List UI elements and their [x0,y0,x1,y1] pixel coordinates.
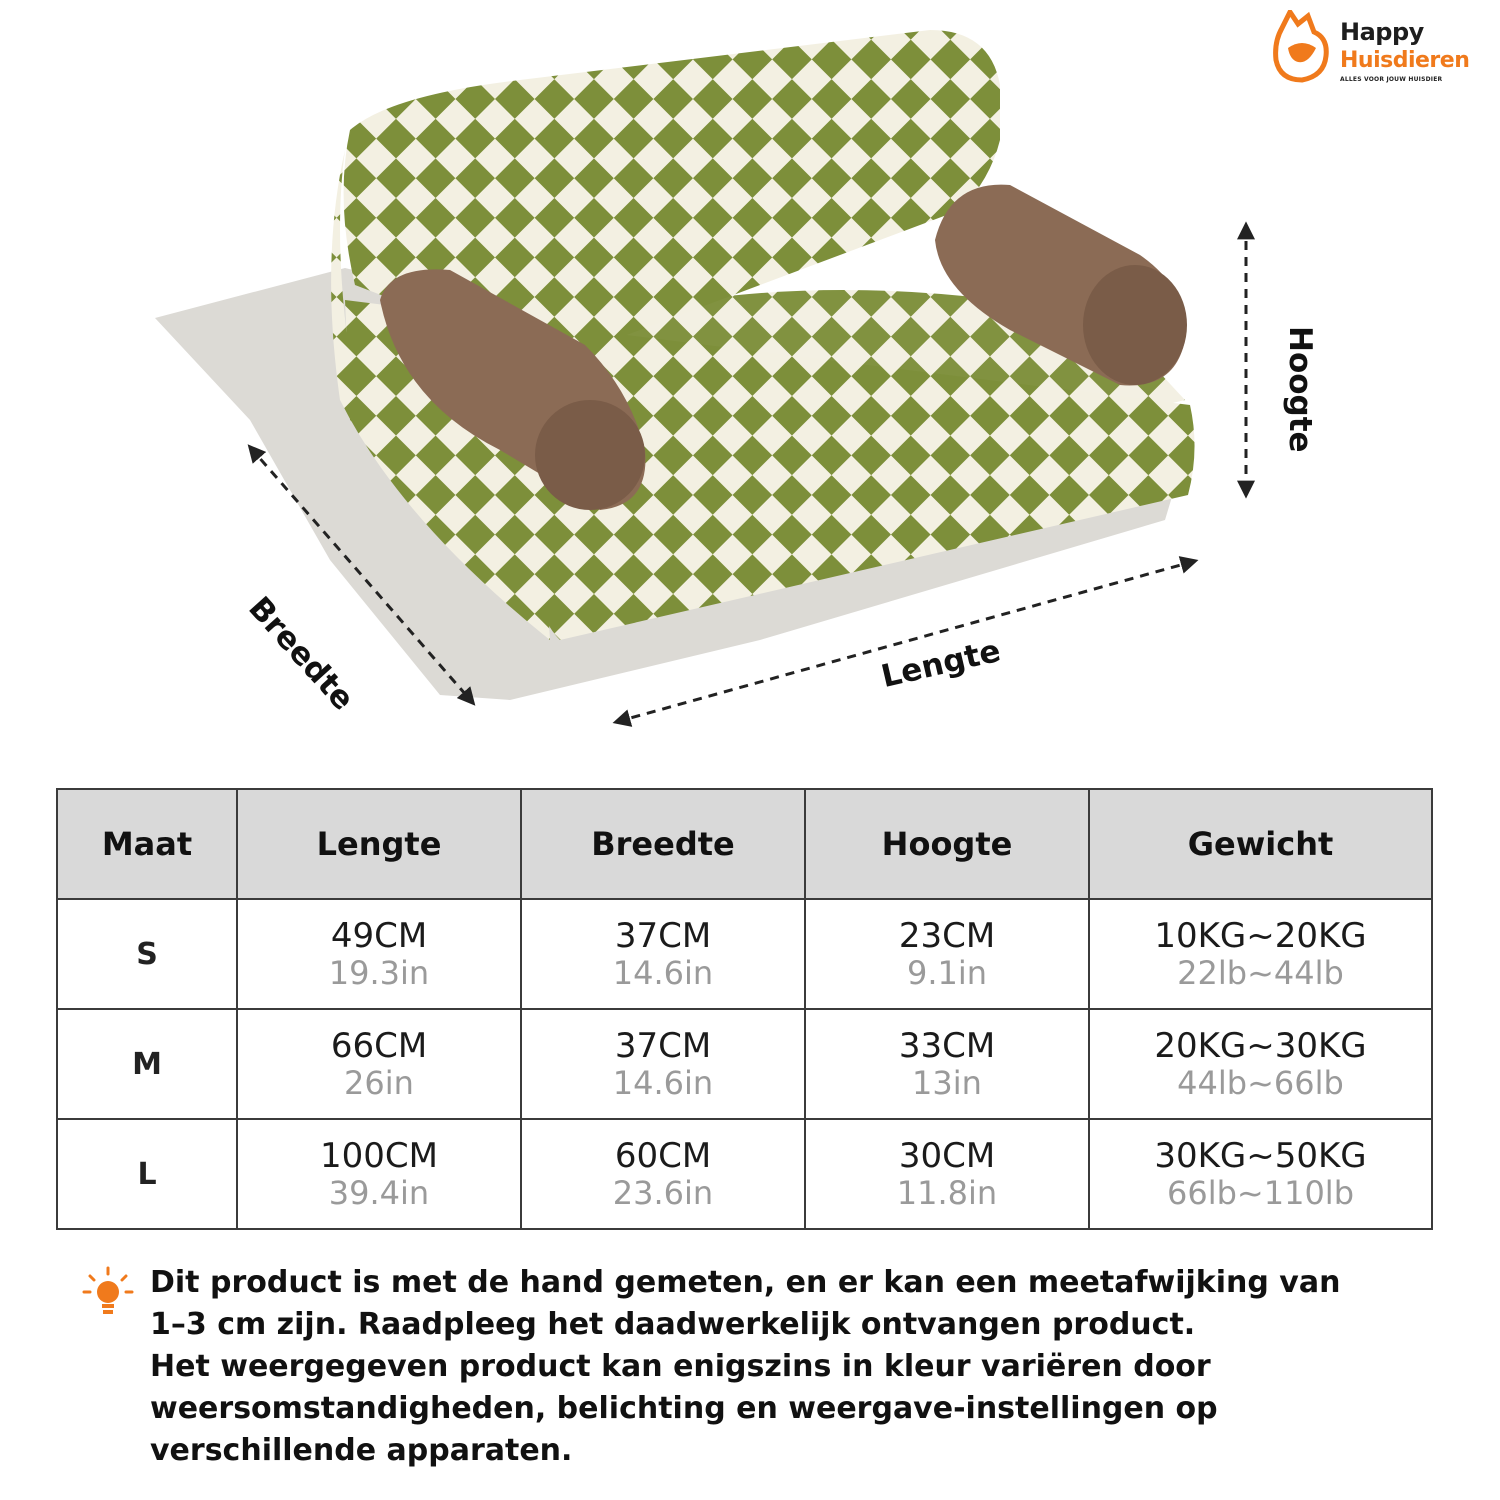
table-row [57,1009,1432,1119]
note-line: weersomstandigheden, belichting en weergave-instellingen op [150,1391,1218,1426]
size-cell: L [57,1119,237,1229]
header-lengte: Lengte [237,789,521,899]
lightbulb-icon [82,1266,134,1318]
note-line: 1–3 cm zijn. Raadpleeg het daadwerkelijk ontvangen product. [150,1307,1196,1342]
table-row [57,899,1432,1009]
breedte-cell [521,899,805,1009]
hoogte-cell [805,1119,1089,1229]
header-breedte: Breedte [521,789,805,899]
metric-value: 30KG~50KG [1154,1136,1367,1176]
imperial-value: 39.4in [328,1174,430,1212]
imperial-value: 19.3in [328,954,430,992]
brand-name-line2: Huisdieren [1340,48,1470,73]
size-table [56,788,1433,1230]
metric-value: 20KG~30KG [1154,1026,1367,1066]
header-maat: Maat [57,789,237,899]
imperial-value: 22lb~44lb [1177,954,1344,992]
lengte-label: Lengte [878,632,1004,696]
note-line: Dit product is met de hand gemeten, en er kan een meetafwijking van [150,1265,1341,1300]
imperial-value: 66lb~110lb [1166,1174,1354,1212]
imperial-value: 9.1in [906,954,988,992]
note-line: verschillende apparaten. [150,1433,573,1468]
gewicht-cell [1089,1119,1432,1229]
size-cell: M [57,1009,237,1119]
table-row [57,1119,1432,1229]
metric-value: 66CM [330,1026,428,1066]
brand-tagline: ALLES VOOR JOUW HUISDIER [1340,76,1443,83]
hoogte-cell [805,1009,1089,1119]
imperial-value: 44lb~66lb [1177,1064,1344,1102]
imperial-value: 26in [344,1064,414,1102]
imperial-value: 23.6in [612,1174,714,1212]
imperial-value: 13in [912,1064,982,1102]
metric-value: 33CM [898,1026,996,1066]
note-text [150,1262,1440,1472]
metric-value: 37CM [614,1026,712,1066]
brand-name-line1: Happy [1340,18,1424,46]
table-header-row [57,789,1432,899]
imperial-value: 14.6in [612,1064,714,1102]
lengte-cell [237,1119,521,1229]
note-line: Het weergegeven product kan enigszins in kleur variëren door [150,1349,1211,1384]
metric-value: 23CM [898,916,996,956]
pet-logo-icon [1268,10,1336,84]
imperial-value: 11.8in [896,1174,998,1212]
breedte-cell [521,1119,805,1229]
header-gewicht: Gewicht [1089,789,1432,899]
metric-value: 60CM [614,1136,712,1176]
breedte-label: Breedte [241,590,362,718]
lengte-cell [237,1009,521,1119]
size-cell: S [57,899,237,1009]
hoogte-label: Hoogte [1282,326,1318,453]
header-hoogte: Hoogte [805,789,1089,899]
gewicht-cell [1089,899,1432,1009]
metric-value: 10KG~20KG [1154,916,1367,956]
brand-logo [1268,10,1488,92]
lengte-cell [237,899,521,1009]
metric-value: 37CM [614,916,712,956]
gewicht-cell [1089,1009,1432,1119]
metric-value: 100CM [320,1136,438,1176]
imperial-value: 14.6in [612,954,714,992]
breedte-cell [521,1009,805,1119]
metric-value: 49CM [330,916,428,956]
metric-value: 30CM [898,1136,996,1176]
hoogte-cell [805,899,1089,1009]
